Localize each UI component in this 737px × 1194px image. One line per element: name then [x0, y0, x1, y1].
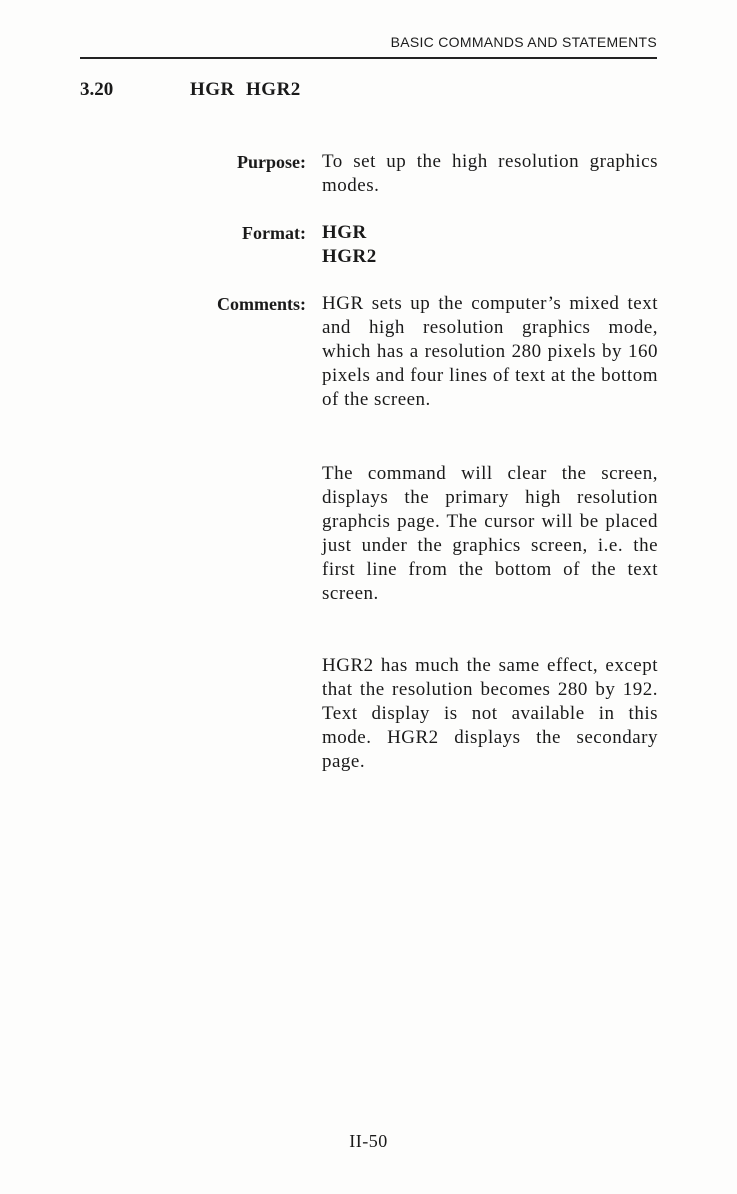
comments-label: Comments: [217, 294, 306, 314]
comments-paragraph-1-block [322, 292, 658, 412]
format-label: Format: [242, 223, 306, 243]
purpose-text: To set up the high resolution graphics modes. [322, 151, 658, 196]
purpose-label: Purpose: [237, 152, 306, 172]
comments-paragraph-2-block [322, 462, 658, 606]
header-rule [80, 57, 657, 59]
format-line-hgr: HGR [322, 222, 367, 243]
comments-paragraph-2: The command will clear the screen, displays the primary high resolution graphcis page. The cursor will be placed just under the graphics screen, i.e. the first line from the bottom of the text screen. [322, 463, 658, 604]
comments-paragraph-3: HGR2 has much the same effect, except that the resolution becomes 280 by 192. Text display is not available in this mode. HGR2 displays the secondary page. [322, 655, 658, 772]
section-number: 3.20 [80, 79, 114, 100]
running-head: BASIC COMMANDS AND STATEMENTS [390, 34, 657, 50]
page-number: II-50 [349, 1131, 388, 1151]
format-line-hgr2: HGR2 [322, 246, 377, 267]
section-title: HGR HGR2 [190, 79, 301, 100]
comments-paragraph-3-block [322, 654, 658, 774]
comments-paragraph-1: HGR sets up the computer’s mixed text and high resolution graphics mode, which has a resolution 280 pixels by 160 pixels and four lines of text at the bottom of the screen. [322, 293, 658, 410]
format-block [322, 221, 658, 269]
purpose-text-block [322, 150, 658, 198]
